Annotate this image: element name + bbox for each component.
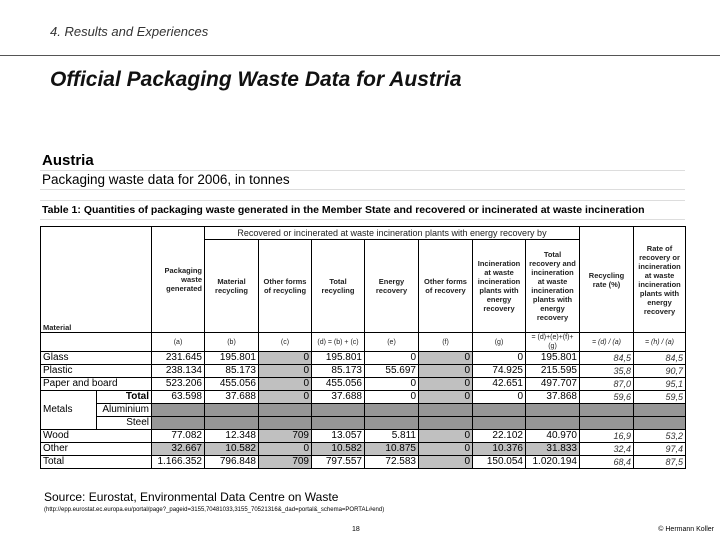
value-cell: 87,5 (634, 456, 686, 469)
value-cell: 42.651 (473, 378, 526, 391)
value-cell: 0 (473, 352, 526, 365)
sub-label: Aluminium (97, 404, 152, 417)
value-cell: 40.970 (526, 430, 580, 443)
table-row (41, 404, 686, 417)
recovery-rate-header: Rate of recovery or incineration at waste incineration plants with energy recovery (634, 227, 686, 333)
value-cell: 455.056 (312, 378, 365, 391)
value-cell: 16,9 (580, 430, 634, 443)
value-cell: 0 (259, 391, 312, 404)
value-cell: 0 (365, 391, 419, 404)
formula-code: = (d) / (a) (580, 333, 634, 352)
value-cell: 72.583 (365, 456, 419, 469)
value-cell: 0 (419, 378, 473, 391)
row-label: Metals (41, 391, 97, 430)
value-cell: 84,5 (580, 352, 634, 365)
value-cell: 195.801 (205, 352, 259, 365)
table-row (41, 417, 686, 430)
value-cell: 0 (365, 378, 419, 391)
sheet-subtitle: Packaging waste data for 2006, in tonnes (40, 171, 685, 190)
table-cell (365, 417, 419, 430)
value-cell: 5.811 (365, 430, 419, 443)
value-cell: 13.057 (312, 430, 365, 443)
page-number: 18 (352, 526, 360, 533)
country-title: Austria (40, 152, 685, 171)
value-cell: 10.582 (312, 443, 365, 456)
code-row (41, 333, 686, 352)
value-cell: 0 (419, 365, 473, 378)
value-cell: 84,5 (634, 352, 686, 365)
value-cell: 238.134 (152, 365, 205, 378)
column-header: Other forms of recycling (259, 240, 312, 333)
table-row (41, 378, 686, 391)
value-cell: 709 (259, 430, 312, 443)
table-cell (152, 417, 205, 430)
formula-code: (f) (419, 333, 473, 352)
value-cell: 12.348 (205, 430, 259, 443)
formula-code: (d) = (b) + (c) (312, 333, 365, 352)
value-cell: 32.667 (152, 443, 205, 456)
value-cell: 77.082 (152, 430, 205, 443)
table-cell (580, 417, 634, 430)
formula-code: = (d)+(e)+(f)+(g) (526, 333, 580, 352)
group-header: Recovered or incinerated at waste incineration plants with energy recovery by (205, 227, 580, 240)
formula-code: (e) (365, 333, 419, 352)
table-row (41, 365, 686, 378)
value-cell: 195.801 (526, 352, 580, 365)
value-cell: 85.173 (205, 365, 259, 378)
blank-row (40, 190, 685, 201)
row-label: Total (41, 456, 152, 469)
waste-table (40, 226, 686, 469)
table-cell (526, 404, 580, 417)
table-cell (205, 404, 259, 417)
row-label: Glass (41, 352, 152, 365)
table-cell (312, 417, 365, 430)
value-cell: 74.925 (473, 365, 526, 378)
table-cell (526, 417, 580, 430)
material-header: Material (41, 227, 152, 333)
table-cell (419, 404, 473, 417)
value-cell: 0 (419, 456, 473, 469)
table-cell (634, 404, 686, 417)
value-cell: 37.868 (526, 391, 580, 404)
value-cell: 63.598 (152, 391, 205, 404)
value-cell: 0 (365, 352, 419, 365)
table-cell (473, 404, 526, 417)
value-cell: 150.054 (473, 456, 526, 469)
table-row (41, 430, 686, 443)
value-cell: 1.166.352 (152, 456, 205, 469)
value-cell: 0 (259, 365, 312, 378)
column-header: Other forms of recovery (419, 240, 473, 333)
value-cell: 90,7 (634, 365, 686, 378)
divider (0, 55, 720, 56)
value-cell: 59,5 (634, 391, 686, 404)
table-cell (312, 404, 365, 417)
value-cell: 95,1 (634, 378, 686, 391)
row-label: Paper and board (41, 378, 152, 391)
value-cell: 0 (419, 443, 473, 456)
table-cell (473, 417, 526, 430)
value-cell: 53,2 (634, 430, 686, 443)
source-note: Source: Eurostat, Environmental Data Centre on Waste (44, 490, 339, 504)
value-cell: 797.557 (312, 456, 365, 469)
value-cell: 0 (419, 391, 473, 404)
table-cell (365, 404, 419, 417)
value-cell: 22.102 (473, 430, 526, 443)
table-cell (41, 333, 152, 352)
formula-code: (c) (259, 333, 312, 352)
recycling-rate-header: Recycling rate (%) (580, 227, 634, 333)
value-cell: 523.206 (152, 378, 205, 391)
section-heading: 4. Results and Experiences (50, 24, 209, 39)
column-header: Total recycling (312, 240, 365, 333)
sub-label: Total (97, 391, 152, 404)
table-cell (152, 404, 205, 417)
value-cell: 10.875 (365, 443, 419, 456)
value-cell: 0 (259, 443, 312, 456)
sub-label: Steel (97, 417, 152, 430)
value-cell: 31.833 (526, 443, 580, 456)
value-cell: 1.020.194 (526, 456, 580, 469)
formula-code: = (h) / (a) (634, 333, 686, 352)
value-cell: 0 (419, 430, 473, 443)
table-cell (634, 417, 686, 430)
value-cell: 35,8 (580, 365, 634, 378)
slide-title: Official Packaging Waste Data for Austria (50, 68, 462, 91)
table-cell (259, 417, 312, 430)
value-cell: 195.801 (312, 352, 365, 365)
table-title: Table 1: Quantities of packaging waste generated in the Member State and recovered or incinerated at waste incineration (40, 201, 685, 220)
value-cell: 796.848 (205, 456, 259, 469)
row-label: Wood (41, 430, 152, 443)
value-cell: 55.697 (365, 365, 419, 378)
value-cell: 32,4 (580, 443, 634, 456)
value-cell: 59,6 (580, 391, 634, 404)
generated-header: Packaging waste generated (152, 227, 205, 333)
value-cell: 231.645 (152, 352, 205, 365)
value-cell: 497.707 (526, 378, 580, 391)
row-label: Plastic (41, 365, 152, 378)
source-url[interactable]: (http://epp.eurostat.ec.europa.eu/portal/page?_pageid=3155,70481033,3155_70521316&_dad=portal&_schema=PORTAL#end) (44, 507, 385, 513)
table-row (41, 352, 686, 365)
row-label: Other (41, 443, 152, 456)
value-cell: 85.173 (312, 365, 365, 378)
table-cell (419, 417, 473, 430)
copyright: © Hermann Koller (658, 526, 714, 533)
value-cell: 68,4 (580, 456, 634, 469)
formula-code: (g) (473, 333, 526, 352)
value-cell: 455.056 (205, 378, 259, 391)
formula-code: (a) (152, 333, 205, 352)
column-header: Material recycling (205, 240, 259, 333)
value-cell: 87,0 (580, 378, 634, 391)
table-cell (259, 404, 312, 417)
column-header: Incineration at waste incineration plants with energy recovery (473, 240, 526, 333)
table-cell (205, 417, 259, 430)
column-header: Total recovery and incineration at waste incineration plants with energy recovery (526, 240, 580, 333)
value-cell: 97,4 (634, 443, 686, 456)
value-cell: 10.376 (473, 443, 526, 456)
value-cell: 215.595 (526, 365, 580, 378)
value-cell: 10.582 (205, 443, 259, 456)
value-cell: 37.688 (312, 391, 365, 404)
value-cell: 0 (419, 352, 473, 365)
value-cell: 0 (473, 391, 526, 404)
table-row (41, 443, 686, 456)
value-cell: 37.688 (205, 391, 259, 404)
table-cell (580, 404, 634, 417)
value-cell: 0 (259, 352, 312, 365)
table-row (41, 456, 686, 469)
table-row (41, 391, 686, 404)
formula-code: (b) (205, 333, 259, 352)
column-header: Energy recovery (365, 240, 419, 333)
spreadsheet-header (40, 152, 685, 220)
value-cell: 0 (259, 378, 312, 391)
header-row (41, 227, 686, 240)
value-cell: 709 (259, 456, 312, 469)
